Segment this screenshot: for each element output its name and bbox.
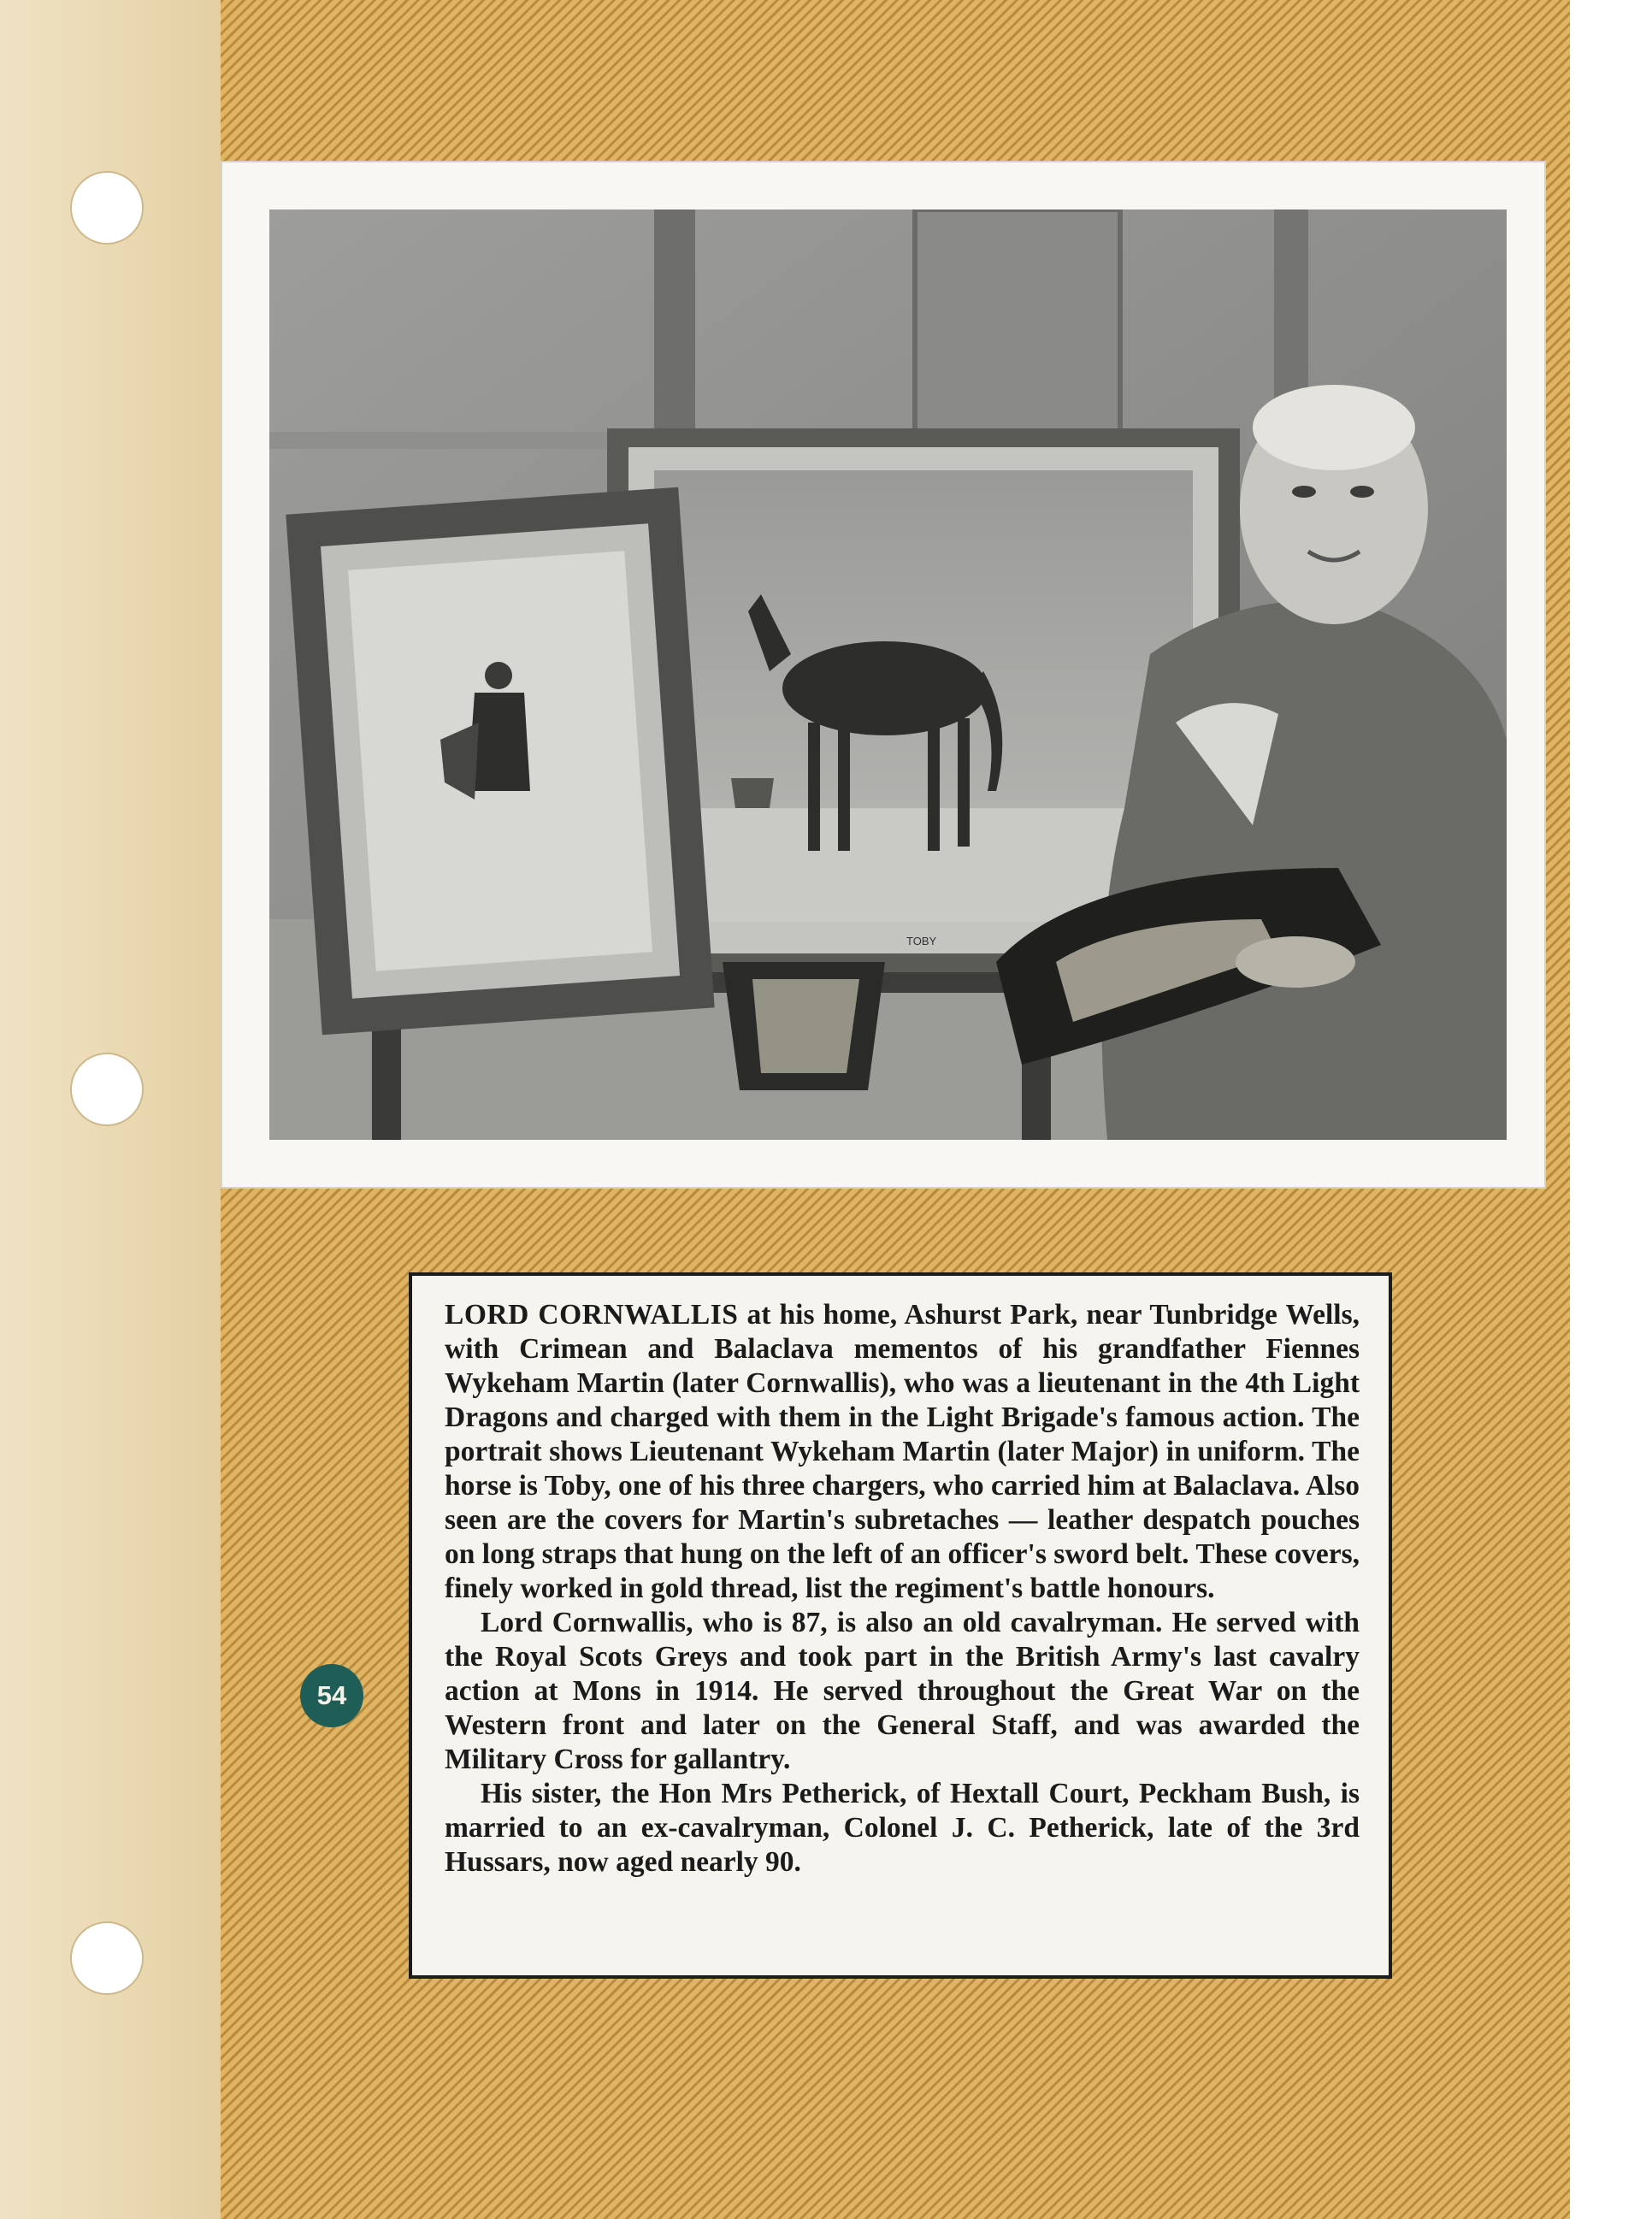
caption-paragraph-2: Lord Cornwallis, who is 87, is also an old cavalryman. He served with the Royal Scots Greys and took part in the British Army's last cavalry action at Mons in 1914. He served throughout the Great War on the Western front and later on the General Staff, and was awarded the Military Cross for gallantry. [445, 1607, 1360, 1775]
page-number: 54 [316, 1680, 347, 1710]
painting-title-plate: TOBY [906, 935, 937, 947]
caption-paragraph-3: His sister, the Hon Mrs Petherick, of Hextall Court, Peckham Bush, is married to an ex-cavalryman, Colonel J. C. Petherick, late of the 3rd Hussars, now aged nearly 90. [445, 1778, 1360, 1878]
caption-lead: LORD CORNWALLIS [445, 1299, 739, 1331]
punch-hole-top [70, 171, 144, 245]
punch-hole-bottom [70, 1921, 144, 1995]
binding-strip [0, 0, 222, 2219]
punch-hole-middle [70, 1053, 144, 1126]
page-number-badge [300, 1664, 363, 1727]
caption-box [409, 1272, 1392, 1979]
page-margin [1570, 0, 1652, 2219]
photograph-illustration [269, 210, 1507, 1140]
photo-mount [221, 161, 1546, 1189]
caption-paragraph-1-rest: at his home, Ashurst Park, near Tunbridge Wells, with Crimean and Balaclava mementos of his grandfather Fiennes Wykeham Martin (later Cornwallis), who was a lieutenant in the 4th Light Dragons and charged with them in the Light Brigade's famous action. The portrait shows Lieutenant Wykeham Martin (later Major) in uniform. The horse is Toby, one of his three chargers, who carried him at Balaclava. Also seen are the covers for Martin's subretaches — leather despatch pouches on long straps that hung on the left of an officer's sword belt. These covers, finely worked in gold thread, list the regiment's battle honours. [445, 1299, 1360, 1604]
caption-text [445, 1298, 1360, 1880]
photograph [269, 210, 1507, 1140]
caption-paragraph-1 [445, 1298, 1360, 1606]
